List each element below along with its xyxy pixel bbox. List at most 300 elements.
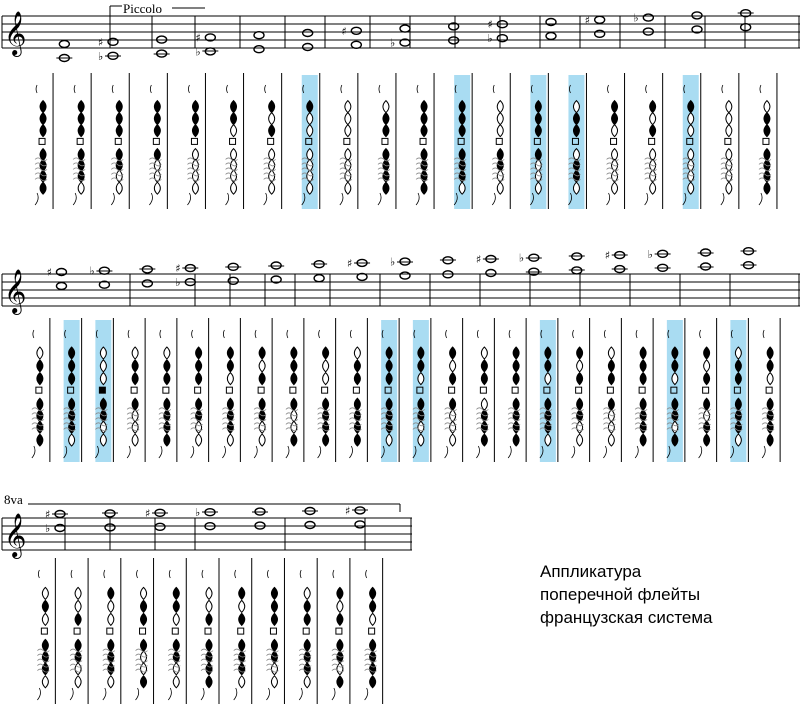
open-tone-hole	[323, 373, 329, 385]
note-head	[351, 41, 361, 48]
open-tone-hole	[688, 182, 694, 194]
flute-diagram	[683, 73, 701, 209]
closed-tone-hole	[337, 613, 343, 625]
open-tone-hole	[704, 360, 710, 372]
flute-outline	[127, 330, 130, 458]
sharp-icon: ♯	[475, 253, 482, 266]
open-key	[449, 387, 455, 393]
closed-tone-hole	[767, 360, 773, 372]
flute-outline	[299, 570, 302, 700]
closed-tone-hole	[370, 587, 376, 599]
note	[142, 280, 152, 287]
flute-outline	[607, 85, 610, 205]
note-head	[303, 30, 313, 37]
sharp-icon: ♯	[487, 18, 493, 32]
flute-outline	[111, 85, 114, 205]
flute-outline	[721, 85, 724, 205]
open-key	[258, 387, 264, 393]
closed-tone-hole	[577, 398, 583, 410]
open-tone-hole	[239, 676, 245, 688]
open-key	[131, 387, 137, 393]
open-tone-hole	[132, 434, 138, 446]
closed-tone-hole	[640, 360, 646, 372]
closed-tone-hole	[164, 398, 170, 410]
open-tone-hole	[196, 421, 202, 433]
note	[154, 50, 170, 57]
closed-tone-hole	[100, 398, 106, 410]
closed-tone-hole	[704, 421, 710, 433]
open-tone-hole	[196, 434, 202, 446]
flute-outline	[201, 570, 204, 700]
closed-tone-hole	[40, 113, 46, 125]
closed-tone-hole	[418, 347, 424, 359]
flute-outline	[445, 330, 448, 458]
flute-diagram	[378, 73, 396, 209]
closed-tone-hole	[535, 113, 541, 125]
closed-tone-hole	[141, 676, 147, 688]
open-key	[74, 628, 80, 634]
open-tone-hole	[672, 373, 678, 385]
flute-diagram	[416, 73, 434, 209]
closed-tone-hole	[704, 373, 710, 385]
open-tone-hole	[764, 101, 770, 113]
open-tone-hole	[307, 125, 313, 137]
closed-tone-hole	[42, 663, 48, 675]
closed-tone-hole	[141, 613, 147, 625]
open-tone-hole	[337, 663, 343, 675]
closed-tone-hole	[154, 125, 160, 137]
closed-tone-hole	[78, 113, 84, 125]
open-tone-hole	[672, 421, 678, 433]
flute-outline	[187, 85, 190, 205]
open-tone-hole	[132, 421, 138, 433]
closed-tone-hole	[116, 113, 122, 125]
open-tone-hole	[108, 600, 114, 612]
closed-tone-hole	[767, 398, 773, 410]
closed-tone-hole	[196, 398, 202, 410]
closed-tone-hole	[206, 676, 212, 688]
note	[225, 263, 241, 270]
note-head	[400, 272, 410, 279]
closed-tone-hole	[513, 373, 519, 385]
closed-tone-hole	[735, 373, 741, 385]
closed-tone-hole	[69, 421, 75, 433]
closed-tone-hole	[69, 398, 75, 410]
open-key	[480, 387, 486, 393]
flute-diagram	[454, 73, 472, 209]
open-key	[639, 387, 645, 393]
note	[692, 12, 702, 19]
closed-tone-hole	[354, 360, 360, 372]
closed-tone-hole	[421, 113, 427, 125]
open-tone-hole	[535, 182, 541, 194]
sharp-icon: ♯	[341, 24, 347, 38]
closed-tone-hole	[481, 434, 487, 446]
flute-diagram	[699, 318, 717, 462]
flute-diagram	[381, 318, 399, 462]
note	[440, 257, 456, 264]
closed-tone-hole	[513, 398, 519, 410]
closed-tone-hole	[37, 421, 43, 433]
closed-tone-hole	[459, 125, 465, 137]
flute-diagram	[476, 318, 494, 462]
flute-diagram	[445, 318, 463, 462]
closed-tone-hole	[239, 587, 245, 599]
staves	[2, 6, 800, 559]
open-tone-hole	[459, 182, 465, 194]
closed-tone-hole	[173, 600, 179, 612]
closed-tone-hole	[421, 182, 427, 194]
flat-icon: ♭	[175, 276, 181, 290]
closed-tone-hole	[141, 639, 147, 651]
open-tone-hole	[337, 600, 343, 612]
open-key	[303, 628, 309, 634]
closed-tone-hole	[132, 373, 138, 385]
closed-tone-hole	[164, 360, 170, 372]
open-tone-hole	[304, 676, 310, 688]
open-tone-hole	[307, 113, 313, 125]
open-key	[496, 138, 502, 144]
note-head	[546, 33, 556, 40]
sharp-icon: ♯	[345, 504, 351, 518]
flat-icon: ♭	[647, 247, 653, 261]
closed-tone-hole	[323, 347, 329, 359]
closed-tone-hole	[386, 373, 392, 385]
note-head	[142, 280, 152, 287]
closed-tone-hole	[767, 421, 773, 433]
flute-diagram	[64, 318, 82, 462]
flute-diagram	[136, 558, 154, 704]
open-tone-hole	[418, 373, 424, 385]
open-key	[766, 387, 772, 393]
open-key	[703, 387, 709, 393]
closed-tone-hole	[640, 347, 646, 359]
flute-outline	[378, 85, 381, 205]
open-tone-hole	[100, 360, 106, 372]
closed-tone-hole	[767, 434, 773, 446]
closed-tone-hole	[354, 434, 360, 446]
flute-diagram	[226, 73, 244, 209]
open-key	[369, 628, 375, 634]
note	[698, 263, 714, 270]
open-tone-hole	[418, 421, 424, 433]
flute-diagram	[264, 73, 282, 209]
closed-tone-hole	[577, 373, 583, 385]
flute-outline	[635, 330, 638, 458]
closed-tone-hole	[192, 125, 198, 137]
open-key	[238, 628, 244, 634]
sharp-icon: ♯	[98, 35, 104, 49]
closed-tone-hole	[271, 587, 277, 599]
flute-outline	[699, 330, 702, 458]
open-tone-hole	[383, 101, 389, 113]
sharp-icon: ♯	[584, 13, 590, 27]
open-tone-hole	[726, 113, 732, 125]
staff-3	[2, 513, 412, 559]
closed-tone-hole	[40, 125, 46, 137]
flute-outline	[149, 85, 152, 205]
note-head	[305, 522, 315, 529]
closed-tone-hole	[78, 125, 84, 137]
flute-outline	[365, 570, 368, 700]
closed-tone-hole	[42, 639, 48, 651]
open-key	[191, 138, 197, 144]
closed-tone-hole	[573, 113, 579, 125]
closed-tone-hole	[173, 639, 179, 651]
closed-tone-hole	[154, 113, 160, 125]
closed-tone-hole	[735, 360, 741, 372]
flat-icon: ♭	[390, 255, 396, 269]
closed-tone-hole	[481, 373, 487, 385]
closed-tone-hole	[337, 676, 343, 688]
flute-diagram	[508, 318, 526, 462]
closed-tone-hole	[269, 101, 275, 113]
open-tone-hole	[481, 347, 487, 359]
closed-tone-hole	[259, 373, 265, 385]
closed-tone-hole	[37, 398, 43, 410]
closed-tone-hole	[608, 373, 614, 385]
flute-diagram	[299, 558, 317, 704]
note	[633, 12, 653, 25]
closed-tone-hole	[672, 434, 678, 446]
closed-tone-hole	[608, 398, 614, 410]
closed-tone-hole	[370, 676, 376, 688]
closed-tone-hole	[688, 101, 694, 113]
note	[175, 276, 195, 289]
flute-diagram	[318, 318, 336, 462]
note	[612, 266, 628, 273]
closed-tone-hole	[141, 600, 147, 612]
open-tone-hole	[497, 113, 503, 125]
flat-icon: ♭	[487, 32, 493, 46]
flute-outline	[264, 85, 267, 205]
note	[487, 18, 507, 31]
closed-tone-hole	[545, 421, 551, 433]
flute-diagram	[168, 558, 186, 704]
closed-tone-hole	[304, 600, 310, 612]
note	[59, 41, 69, 48]
closed-tone-hole	[227, 398, 233, 410]
treble-clef-icon: 𝄞	[4, 269, 27, 313]
open-tone-hole	[608, 434, 614, 446]
flute-diagram	[127, 318, 145, 462]
note	[648, 248, 671, 261]
open-tone-hole	[291, 421, 297, 433]
closed-tone-hole	[354, 421, 360, 433]
closed-tone-hole	[383, 125, 389, 137]
note	[698, 249, 714, 256]
notes-system-1	[56, 10, 753, 63]
caption-line-3: французская система	[540, 608, 713, 627]
flat-icon: ♭	[89, 264, 95, 278]
closed-tone-hole	[323, 434, 329, 446]
flute-outline	[572, 330, 575, 458]
closed-tone-hole	[370, 600, 376, 612]
note	[355, 521, 365, 528]
sharp-icon: ♯	[195, 31, 201, 45]
closed-tone-hole	[40, 182, 46, 194]
open-key	[353, 387, 359, 393]
closed-tone-hole	[37, 360, 43, 372]
flute-outline	[35, 85, 38, 205]
open-key	[420, 138, 426, 144]
flute-diagram	[254, 318, 272, 462]
closed-tone-hole	[513, 347, 519, 359]
closed-tone-hole	[75, 639, 81, 651]
flute-outline	[159, 330, 162, 458]
note-head	[351, 27, 361, 34]
note	[569, 253, 585, 260]
closed-tone-hole	[386, 347, 392, 359]
closed-tone-hole	[132, 360, 138, 372]
open-tone-hole	[577, 434, 583, 446]
closed-tone-hole	[577, 347, 583, 359]
closed-tone-hole	[206, 663, 212, 675]
closed-tone-hole	[704, 347, 710, 359]
open-tone-hole	[345, 182, 351, 194]
note	[268, 262, 284, 269]
note	[341, 25, 361, 38]
open-tone-hole	[497, 182, 503, 194]
open-tone-hole	[450, 360, 456, 372]
note-head	[692, 12, 702, 19]
closed-tone-hole	[640, 434, 646, 446]
flute-diagram	[159, 318, 177, 462]
flute-diagram	[603, 318, 621, 462]
flute-outline	[266, 570, 269, 700]
closed-tone-hole	[116, 101, 122, 113]
closed-tone-hole	[69, 373, 75, 385]
flutes-system-2	[32, 318, 780, 462]
flute-outline	[37, 570, 40, 700]
flute-outline	[222, 330, 225, 458]
ottava-label: 8va	[4, 492, 23, 507]
closed-tone-hole	[196, 360, 202, 372]
closed-tone-hole	[545, 398, 551, 410]
sharp-icon: ♯	[145, 506, 151, 520]
note-head	[303, 44, 313, 51]
closed-tone-hole	[354, 398, 360, 410]
open-key	[611, 138, 617, 144]
open-key	[344, 138, 350, 144]
flute-diagram	[572, 318, 590, 462]
open-tone-hole	[42, 676, 48, 688]
closed-tone-hole	[304, 613, 310, 625]
open-tone-hole	[323, 360, 329, 372]
open-tone-hole	[75, 600, 81, 612]
closed-tone-hole	[513, 434, 519, 446]
closed-tone-hole	[370, 639, 376, 651]
closed-tone-hole	[132, 398, 138, 410]
closed-tone-hole	[612, 113, 618, 125]
flute-diagram	[349, 318, 367, 462]
note	[741, 262, 757, 269]
open-tone-hole	[173, 613, 179, 625]
closed-tone-hole	[513, 360, 519, 372]
open-tone-hole	[164, 347, 170, 359]
note	[314, 275, 324, 282]
flute-diagram	[332, 558, 350, 704]
open-tone-hole	[271, 663, 277, 675]
open-key	[205, 628, 211, 634]
closed-tone-hole	[154, 101, 160, 113]
open-tone-hole	[345, 125, 351, 137]
closed-tone-hole	[481, 360, 487, 372]
closed-tone-hole	[259, 398, 265, 410]
note-heads	[45, 10, 757, 535]
open-tone-hole	[497, 125, 503, 137]
caption-line-2: поперечной флейты	[540, 585, 701, 604]
flute-outline	[191, 330, 194, 458]
closed-tone-hole	[764, 182, 770, 194]
open-tone-hole	[735, 434, 741, 446]
open-tone-hole	[75, 676, 81, 688]
open-tone-hole	[726, 182, 732, 194]
flute-diagram	[607, 73, 625, 209]
note-head	[643, 14, 653, 21]
closed-tone-hole	[767, 347, 773, 359]
open-tone-hole	[608, 347, 614, 359]
notes-system-3	[45, 504, 368, 535]
sharp-icon: ♯	[604, 249, 611, 263]
note	[476, 253, 499, 266]
closed-tone-hole	[450, 347, 456, 359]
open-tone-hole	[231, 125, 237, 137]
open-tone-hole	[75, 587, 81, 599]
note	[569, 267, 585, 274]
closed-tone-hole	[291, 360, 297, 372]
open-tone-hole	[354, 347, 360, 359]
closed-tone-hole	[164, 421, 170, 433]
open-tone-hole	[259, 434, 265, 446]
flute-outline	[340, 85, 343, 205]
open-tone-hole	[116, 182, 122, 194]
flute-diagram	[222, 318, 240, 462]
closed-tone-hole	[291, 347, 297, 359]
flat-icon: ♭	[390, 36, 396, 50]
flute-diagram	[645, 73, 663, 209]
flute-diagram	[37, 558, 55, 704]
note-head	[497, 35, 507, 42]
open-key	[725, 138, 731, 144]
note	[254, 32, 264, 39]
staff-1	[2, 11, 800, 57]
open-tone-hole	[132, 347, 138, 359]
closed-tone-hole	[269, 125, 275, 137]
closed-tone-hole	[383, 182, 389, 194]
open-key	[107, 628, 113, 634]
note	[139, 266, 155, 273]
closed-tone-hole	[418, 398, 424, 410]
flute-diagram	[70, 558, 88, 704]
open-tone-hole	[154, 182, 160, 194]
closed-tone-hole	[323, 421, 329, 433]
closed-tone-hole	[307, 101, 313, 113]
note	[351, 41, 361, 48]
closed-tone-hole	[196, 373, 202, 385]
open-tone-hole	[100, 434, 106, 446]
closed-tone-hole	[421, 125, 427, 137]
closed-tone-hole	[69, 360, 75, 372]
note	[400, 25, 410, 32]
open-tone-hole	[688, 125, 694, 137]
flute-diagram	[759, 73, 777, 209]
note	[305, 522, 315, 529]
open-tone-hole	[688, 113, 694, 125]
closed-tone-hole	[291, 434, 297, 446]
flute-diagram	[111, 73, 129, 209]
closed-tone-hole	[545, 347, 551, 359]
